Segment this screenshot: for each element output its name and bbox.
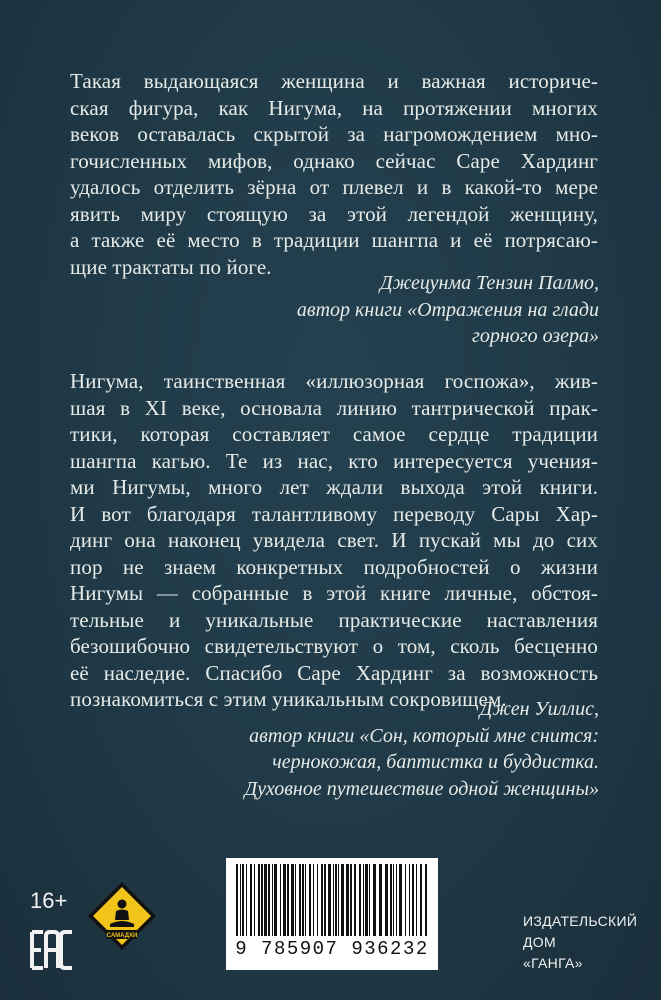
publisher-name [523, 911, 653, 974]
eac-mark-icon [30, 928, 74, 972]
age-rating: 16+ [30, 888, 68, 913]
quote-line: её наследие. Спасибо Саре Хардинг за возможность [70, 660, 598, 685]
quote-willis [70, 368, 598, 713]
samadhi-badge-icon [86, 880, 158, 952]
badge-label: САМАДХИ [106, 933, 138, 939]
attribution-line: Джецунма Тензин Палмо, [379, 272, 599, 294]
attribution-line: автор книги «Отражения на глади [296, 298, 599, 321]
isbn-number: 9 785907 936232 [235, 938, 429, 960]
quote-line: шая в XI веке, основала линию тантрической прак- [70, 395, 598, 420]
quote-line: ская фигура, как Нигума, на протяжении многих [70, 95, 598, 120]
attribution-line: Джен Уиллис, [479, 698, 599, 720]
attribution-palmo [79, 270, 599, 350]
isbn-barcode [226, 858, 438, 970]
quote-palmo [70, 68, 598, 280]
quote-line: шангпа кагью. Те из нас, кто интересуется учения- [70, 448, 598, 473]
quote-line: И вот благодаря талантливому переводу Сары Хар- [70, 501, 598, 526]
quote-line: тики, которая составляет самое сердце традиции [70, 422, 598, 446]
quote-line: тельные и уникальные практические наставления [70, 607, 598, 632]
attribution-willis [79, 696, 599, 802]
quote-line: а также её место в традиции шангпа и её потрясаю- [70, 228, 598, 252]
quote-line: щие трактаты по йоге. [70, 254, 272, 279]
publisher-line: ИЗДАТЕЛЬСКИЙ [523, 913, 638, 929]
quote-line: явить миру стоящую за этой легендой женщину, [70, 201, 598, 226]
attribution-line: чернокожая, баптистка и буддистка. [272, 751, 599, 773]
quote-line: безошибочно свидетельствуют о том, сколь бесценно [70, 634, 598, 658]
quote-line: динг она наконец увидела свет. И пускай мы до сих [70, 528, 598, 552]
quote-line: Такая выдающаяся женщина и важная историче- [70, 69, 598, 93]
publisher-line: ДОМ [523, 934, 556, 950]
quote-line: веков оставалась скрытой за нагромождением мно- [70, 122, 598, 146]
quote-line: удалось отделить зёрна от плевел и в какой-то мере [70, 175, 598, 199]
quote-line: Нигума, таинственная «иллюзорная госпожа», жив- [70, 369, 598, 393]
barcode-bars [234, 864, 430, 936]
quote-line: познакомиться с этим уникальным сокровищем. [70, 687, 507, 711]
quote-line: гочисленных мифов, однако сейчас Саре Хардинг [70, 148, 598, 173]
quote-line: ми Нигумы, много лет ждали выхода этой книги. [70, 475, 598, 499]
attribution-line: автор книги «Сон, который мне снится: [249, 724, 599, 747]
quote-line: Нигумы — собранные в этой книге личные, обстоя- [70, 581, 598, 605]
attribution-line: горного озера» [472, 325, 599, 347]
quote-line: пор не знаем конкретных подробностей о жизни [70, 554, 598, 579]
attribution-line: Духовное путешествие одной женщины» [244, 777, 599, 800]
publisher-line: «ГАНГА» [523, 955, 583, 971]
